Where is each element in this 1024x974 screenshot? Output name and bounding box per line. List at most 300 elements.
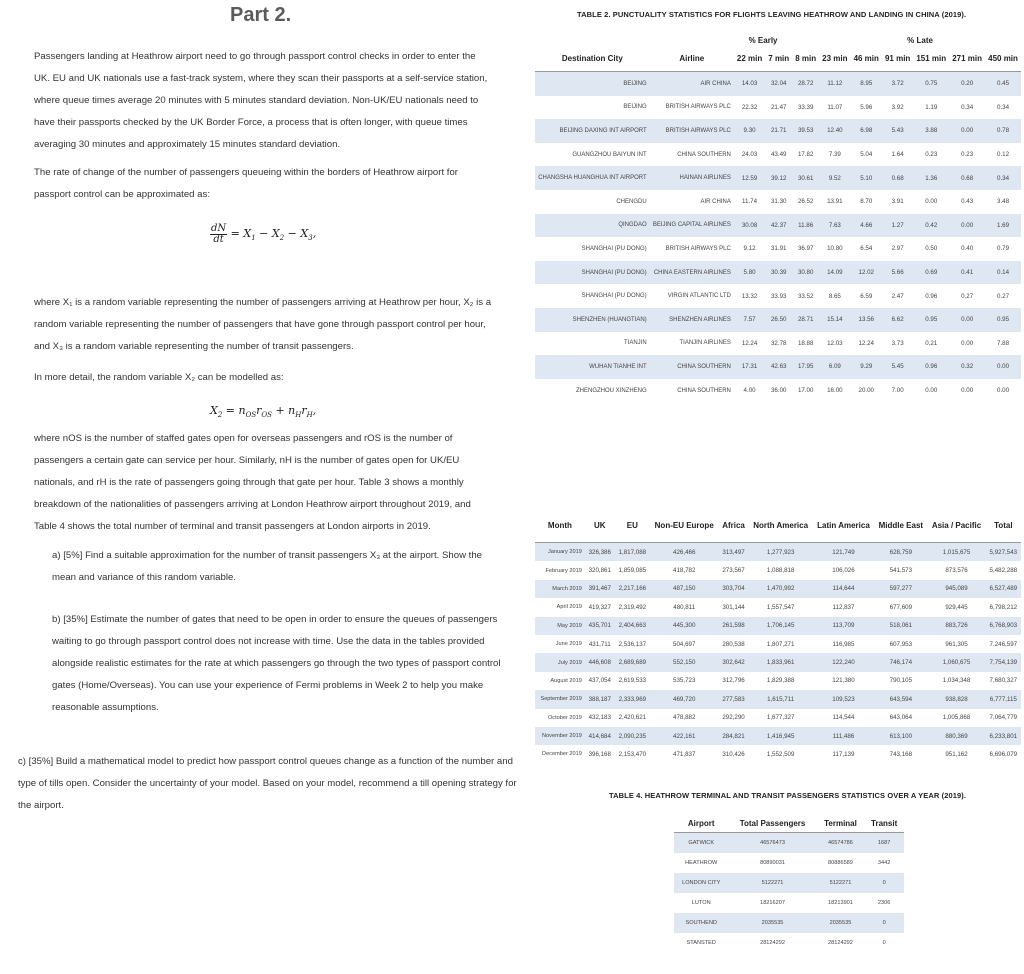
question-b bbox=[52, 609, 518, 719]
table-cell: 504,697 bbox=[673, 640, 696, 648]
table-cell: September 2019 bbox=[535, 690, 585, 708]
table-cell: 1,088,818 bbox=[766, 567, 795, 575]
table-cell: 0.96 bbox=[913, 355, 949, 379]
table-cell: 873,576 bbox=[945, 567, 968, 575]
table-cell: 43.49 bbox=[770, 151, 787, 159]
table-cell: 80890031 bbox=[760, 860, 785, 866]
table-cell: 607,953 bbox=[889, 640, 913, 648]
table-cell: 1,416,945 bbox=[749, 727, 813, 745]
table-cell: 1,833,961 bbox=[749, 653, 813, 671]
table-cell: CHINA SOUTHERN bbox=[650, 355, 734, 379]
table-cell: 31.30 bbox=[770, 198, 787, 206]
table-cell: 3.92 bbox=[891, 103, 904, 111]
table-row bbox=[535, 727, 1021, 745]
table-cell: 2.97 bbox=[891, 245, 904, 253]
table-cell: March 2019 bbox=[535, 580, 585, 598]
table-cell: 0.96 bbox=[925, 292, 938, 300]
table-cell: 280,538 bbox=[722, 640, 745, 648]
column-header: Latin America bbox=[817, 520, 870, 530]
table-cell: 446,608 bbox=[585, 653, 615, 671]
table-cell: 746,174 bbox=[874, 653, 927, 671]
table-cell: 0.23 bbox=[961, 151, 974, 159]
table-cell: 24.03 bbox=[741, 151, 758, 159]
table-cell: 9.12 bbox=[743, 245, 756, 253]
table-cell: GUANGZHOU BAIYUN INT bbox=[572, 151, 647, 158]
table-cell: 36.00 bbox=[770, 387, 787, 395]
column-header: 151 min bbox=[916, 53, 947, 63]
question-b-text: [35%] Estimate the number of gates that need to be open in order to ensure the queues of passengers waiting to go through passport control does not increase with time. Use the data in the tables provided alongside realistic estimates for the rate at which passengers go through the two types of passport control gates (Home/Overseas). You can use your experience of Fermi problems in Week 2 to help you make reasonable assumptions. bbox=[52, 614, 501, 713]
table-cell: 0.00 bbox=[949, 308, 985, 332]
table-cell: 3442 bbox=[877, 860, 891, 866]
table-cell: 1,817,088 bbox=[615, 543, 650, 562]
table-cell: 0.40 bbox=[961, 245, 974, 253]
table-cell: 28.71 bbox=[792, 308, 819, 332]
table-cell: 388,187 bbox=[585, 690, 615, 708]
table-cell: 790,105 bbox=[889, 677, 913, 685]
table-cell: 7.63 bbox=[819, 214, 850, 238]
table-cell: 0.75 bbox=[913, 72, 949, 96]
table-cell: 22.32 bbox=[741, 103, 758, 111]
table-cell: 1,677,327 bbox=[766, 714, 795, 722]
table-cell: 471,837 bbox=[673, 750, 696, 758]
table-cell: 121,749 bbox=[813, 543, 875, 562]
table-cell: 883,726 bbox=[927, 617, 985, 635]
column-header: 271 min bbox=[952, 53, 983, 63]
table-cell: 12.03 bbox=[827, 339, 843, 347]
table-cell: SHANGHAI (PU DONG) bbox=[535, 261, 650, 285]
column-header: Total Passengers bbox=[739, 818, 806, 828]
table-cell: CHANGSHA HUANGHUA INT AIRPORT bbox=[535, 166, 650, 190]
table-cell: 9.52 bbox=[819, 166, 850, 190]
transit-table bbox=[674, 814, 904, 953]
table-cell: 2,153,470 bbox=[618, 750, 647, 758]
variables-paragraph: where X₁ is a random variable representing the number of passengers arriving at Heathrow per hour, X₂ is a random variable representing the number of passengers that have gone through passport control per hour, and X₃ is a random variable representing the number of transit passengers. bbox=[34, 297, 492, 352]
table-cell: 541,573 bbox=[889, 567, 913, 575]
table-cell: 938,828 bbox=[927, 690, 985, 708]
table-cell: April 2019 bbox=[556, 604, 582, 611]
question-a-text: [5%] Find a suitable approximation for the number of transit passengers X₃ at the airport. Show the mean and variance of this random variable. bbox=[52, 550, 482, 583]
table-cell: 2,217,166 bbox=[615, 580, 650, 598]
table-cell: 0.21 bbox=[925, 339, 938, 347]
table-cell: 284,821 bbox=[718, 727, 748, 745]
table-cell: 0.00 bbox=[925, 198, 938, 206]
table-cell: 116,985 bbox=[832, 640, 855, 648]
table-cell: 0.00 bbox=[961, 387, 974, 395]
table-cell: 3.72 bbox=[882, 72, 913, 96]
table-cell: 2,319,492 bbox=[618, 603, 647, 611]
table-cell: VIRGIN ATLANTIC LTD bbox=[667, 293, 731, 300]
table-cell: 122,240 bbox=[813, 653, 875, 671]
table-cell: 396,168 bbox=[588, 750, 611, 758]
table-cell: 303,704 bbox=[718, 580, 748, 598]
table-cell: 2,333,969 bbox=[615, 690, 650, 708]
late-group-header: % Late bbox=[907, 36, 933, 45]
table-cell: 0.14 bbox=[985, 261, 1021, 285]
table-cell: 6.59 bbox=[860, 292, 873, 300]
table-row bbox=[535, 617, 1021, 635]
table-row bbox=[674, 853, 904, 873]
table-cell: 1,552,509 bbox=[766, 750, 795, 758]
table-cell: 32.78 bbox=[770, 339, 787, 347]
table-cell: 30.80 bbox=[792, 261, 819, 285]
table-cell: 301,144 bbox=[722, 603, 745, 611]
table-cell: 422,161 bbox=[650, 727, 719, 745]
column-header: 46 min bbox=[853, 53, 879, 63]
x2-equation: $X_2 = n_{OS}r_{OS} + n_Hr_H$, bbox=[210, 404, 317, 420]
table-cell: 21.47 bbox=[770, 103, 787, 111]
table-cell: 7.39 bbox=[828, 151, 841, 159]
table-cell: 36.97 bbox=[797, 245, 814, 253]
table-cell: GATWICK bbox=[674, 833, 728, 854]
table-cell: 0.00 bbox=[949, 119, 985, 143]
table-cell: 46574786 bbox=[817, 833, 865, 854]
table-row bbox=[535, 166, 1021, 190]
table-cell: October 2019 bbox=[547, 714, 582, 721]
table-cell: TIANJIN AIRLINES bbox=[679, 340, 731, 347]
table-cell: 0.78 bbox=[985, 119, 1021, 143]
table-cell: 1.69 bbox=[985, 214, 1021, 238]
table-cell: May 2019 bbox=[535, 617, 585, 635]
column-header: 8 min bbox=[795, 53, 817, 63]
table-cell: 469,720 bbox=[650, 690, 719, 708]
table-cell: 0.41 bbox=[949, 261, 985, 285]
table-cell: 33.52 bbox=[797, 292, 814, 300]
column-header: Non-EU Europe bbox=[654, 520, 714, 530]
column-header: EU bbox=[626, 520, 638, 530]
table-cell: 2,090,235 bbox=[615, 727, 650, 745]
table-cell: 0.69 bbox=[913, 261, 949, 285]
early-group-header: % Early bbox=[748, 36, 778, 45]
table-cell: 0 bbox=[864, 913, 904, 933]
table-cell: 28.72 bbox=[792, 72, 819, 96]
table-cell: SHANGHAI (PU DONG) bbox=[581, 245, 647, 252]
table-cell: 7.00 bbox=[891, 387, 904, 395]
table-cell: 21.71 bbox=[765, 119, 792, 143]
table-cell: 3.91 bbox=[891, 198, 904, 206]
table-cell: 7,754,139 bbox=[986, 653, 1021, 671]
table-cell: 1,034,348 bbox=[942, 677, 971, 685]
table-cell: 117,139 bbox=[832, 750, 855, 758]
table-cell: 11.12 bbox=[819, 72, 850, 96]
table-cell: 3.48 bbox=[997, 198, 1010, 206]
table-cell: 17.31 bbox=[734, 355, 765, 379]
table-cell: 414,684 bbox=[585, 727, 615, 745]
table-cell: 0.27 bbox=[961, 292, 974, 300]
table-cell: August 2019 bbox=[550, 677, 582, 684]
table-cell: 478,882 bbox=[673, 714, 696, 722]
table-row bbox=[535, 237, 1021, 261]
table-cell: 326,386 bbox=[585, 543, 615, 562]
table-cell: 0.50 bbox=[925, 245, 938, 253]
question-b-label: b) bbox=[52, 614, 61, 625]
table-cell: 0.00 bbox=[997, 387, 1010, 395]
table-cell: 7,680,327 bbox=[989, 677, 1018, 685]
table-cell: 4.66 bbox=[851, 214, 882, 238]
table-cell: 677,609 bbox=[889, 603, 913, 611]
column-header: 7 min bbox=[768, 53, 790, 63]
table-cell: 8.70 bbox=[860, 198, 873, 206]
question-c-label: c) bbox=[18, 756, 26, 767]
table-cell: 9.29 bbox=[851, 355, 882, 379]
gates-paragraph: where nOS is the number of staffed gates open for overseas passengers and rOS is the number of passengers a certain gate can service per hour. Similarly, nH is the number of gates open for UK/EU nationals, and rH is the rate of passengers going through that gate per hour. Table 3 shows a monthly breakdown of the nationalities of passengers arriving at London Heathrow airport throughout 2019, and Table 4 shows the total number of terminal and transit passengers at London airports in 2019. bbox=[34, 433, 471, 532]
table-cell: 0.34 bbox=[997, 103, 1010, 111]
table-cell: CHINA EASTERN AIRLINES bbox=[650, 261, 734, 285]
table-row bbox=[535, 72, 1021, 96]
table-cell: 10.80 bbox=[827, 245, 843, 253]
table-cell: 109,523 bbox=[813, 690, 875, 708]
table-cell: 18213901 bbox=[828, 900, 853, 906]
table-cell: 114,644 bbox=[813, 580, 875, 598]
table-row bbox=[674, 873, 904, 893]
table-cell: 945,089 bbox=[927, 580, 985, 598]
table-cell: 0 bbox=[864, 873, 904, 893]
table-cell: 6,768,903 bbox=[986, 617, 1021, 635]
table-cell: 32.04 bbox=[765, 72, 792, 96]
table-row bbox=[535, 709, 1021, 727]
table-cell: 7.57 bbox=[734, 308, 765, 332]
table-cell: 1.27 bbox=[882, 214, 913, 238]
table-cell: BEIJING bbox=[535, 72, 650, 96]
rate-paragraph: The rate of change of the number of passengers queueing within the borders of Heathrow airport for passport control can be approximated as: bbox=[34, 167, 458, 200]
table-row bbox=[535, 745, 1021, 763]
table-cell: LONDON CITY bbox=[674, 873, 728, 893]
table-cell: 12.02 bbox=[851, 261, 882, 285]
table-cell: 292,290 bbox=[722, 714, 745, 722]
table-cell: January 2019 bbox=[535, 543, 585, 562]
table-cell: HEATHROW bbox=[685, 860, 718, 866]
table-cell: 0.34 bbox=[985, 166, 1021, 190]
table-cell: 0.32 bbox=[949, 355, 985, 379]
table-cell: CHENGDU bbox=[616, 198, 647, 205]
table-cell: CHINA SOUTHERN bbox=[677, 151, 731, 158]
table-row bbox=[535, 190, 1021, 214]
column-header: Total bbox=[994, 520, 1013, 530]
table-cell: 5,927,543 bbox=[986, 543, 1021, 562]
table-row bbox=[535, 332, 1021, 356]
table-cell: 961,305 bbox=[945, 640, 968, 648]
table-row bbox=[535, 308, 1021, 332]
table-cell: 2,689,689 bbox=[615, 653, 650, 671]
column-header: Middle East bbox=[878, 520, 924, 530]
table-cell: 929,445 bbox=[945, 603, 968, 611]
table-cell: BEIJING CAPITAL AIRLINES bbox=[650, 214, 734, 238]
table-row bbox=[535, 261, 1021, 285]
table-cell: 951,162 bbox=[945, 750, 968, 758]
table-cell: AIR CHINA bbox=[650, 72, 734, 96]
table-cell: 2,536,137 bbox=[618, 640, 647, 648]
table-cell: 39.53 bbox=[792, 119, 819, 143]
table-row bbox=[535, 379, 1021, 403]
table-cell: 880,369 bbox=[927, 727, 985, 745]
table-cell: HAINAN AIRLINES bbox=[650, 166, 734, 190]
table-cell: 1,829,388 bbox=[766, 677, 795, 685]
table-cell: 13.32 bbox=[741, 292, 758, 300]
table-cell: 8.95 bbox=[851, 72, 882, 96]
table-cell: 6.62 bbox=[882, 308, 913, 332]
table-cell: 613,100 bbox=[874, 727, 927, 745]
table-cell: December 2019 bbox=[542, 751, 582, 758]
table-cell: LUTON bbox=[691, 900, 711, 906]
table-cell: 5.45 bbox=[882, 355, 913, 379]
table-cell: WUHAN TIANHE INT bbox=[535, 355, 650, 379]
table-cell: November 2019 bbox=[535, 727, 585, 745]
table-cell: 20.00 bbox=[858, 387, 874, 395]
table-cell: 6.98 bbox=[851, 119, 882, 143]
table-row bbox=[674, 933, 904, 953]
table-cell: 46576473 bbox=[728, 833, 816, 854]
table-cell: 11.74 bbox=[742, 198, 758, 206]
table-cell: 0.27 bbox=[997, 292, 1010, 300]
table-cell: 30.61 bbox=[792, 166, 819, 190]
table-row bbox=[535, 355, 1021, 379]
table-cell: 518,061 bbox=[874, 617, 927, 635]
table-cell: 0.00 bbox=[949, 214, 985, 238]
table-cell: STANSTED bbox=[686, 940, 716, 946]
table-cell: 1,706,145 bbox=[749, 617, 813, 635]
table-row bbox=[535, 284, 1021, 308]
table-cell: 0.95 bbox=[985, 308, 1021, 332]
table-cell: SOUTHEND bbox=[674, 913, 728, 933]
intro-paragraph: Passengers landing at Heathrow airport need to go through passport control checks in order to enter the UK. EU and UK nationals use a fast-track system, where they scan their passports at a self-service station, where queue times average 20 minutes with 5 minutes standard deviation. Non-UK/EU nationals need to have their passports checked by the UK Border Force, a process that is often longer, with queue times averaging 30 minutes and approximately 15 minutes standard deviation. bbox=[34, 51, 488, 150]
table-cell: 5122271 bbox=[728, 873, 816, 893]
dn-dt-equation: $\frac{dN}{dt}$ = $X_1 - X_2 - X_3$, bbox=[211, 223, 317, 245]
table-cell: 5.04 bbox=[860, 151, 873, 159]
table-row bbox=[535, 580, 1021, 598]
table-cell: 16.00 bbox=[827, 387, 843, 395]
table-row bbox=[535, 672, 1021, 690]
table-cell: 28124292 bbox=[828, 940, 853, 946]
table-cell: BRITISH AIRWAYS PLC bbox=[665, 104, 731, 111]
column-header: 22 min bbox=[736, 53, 763, 63]
table-cell: BRITISH AIRWAYS PLC bbox=[665, 245, 731, 252]
table-cell: 3.73 bbox=[891, 339, 904, 347]
table-cell: 0.20 bbox=[949, 72, 985, 96]
table-cell: QINGDAO bbox=[535, 214, 650, 238]
column-header: 91 min bbox=[884, 53, 911, 63]
table-cell: 1,015,675 bbox=[927, 543, 985, 562]
table-cell: 2,404,663 bbox=[615, 617, 650, 635]
table4-title: TABLE 4. HEATHROW TERMINAL AND TRANSIT PASSENGERS STATISTICS OVER A YEAR (2019). bbox=[609, 791, 967, 800]
table-cell: 6,777,115 bbox=[986, 690, 1021, 708]
table-cell: 2.47 bbox=[891, 292, 904, 300]
column-header: Asia / Pacific bbox=[931, 520, 982, 530]
column-header: UK bbox=[593, 520, 606, 530]
table-cell: 1.36 bbox=[913, 166, 949, 190]
table-cell: 5122271 bbox=[817, 873, 865, 893]
question-a bbox=[52, 545, 492, 589]
table-cell: 6,527,489 bbox=[986, 580, 1021, 598]
table-cell: 3.88 bbox=[913, 119, 949, 143]
table-cell: 106,026 bbox=[832, 567, 855, 575]
table-cell: 487,150 bbox=[650, 580, 719, 598]
table-cell: BEIJING DAXING INT AIRPORT bbox=[535, 119, 650, 143]
table-cell: 114,544 bbox=[832, 714, 855, 722]
table-cell: 277,583 bbox=[718, 690, 748, 708]
table-cell: 261,598 bbox=[718, 617, 748, 635]
table-cell: 39.12 bbox=[765, 166, 792, 190]
column-header: Airline bbox=[679, 53, 705, 63]
table-cell: 6,233,801 bbox=[986, 727, 1021, 745]
part-title: Part 2. bbox=[230, 4, 292, 26]
table-cell: 113,709 bbox=[813, 617, 875, 635]
table-cell: 0.00 bbox=[925, 387, 938, 395]
table-cell: 11.86 bbox=[792, 214, 819, 238]
table-cell: 1,470,992 bbox=[749, 580, 813, 598]
table-cell: February 2019 bbox=[545, 567, 582, 574]
table-cell: 2,619,533 bbox=[618, 677, 647, 685]
table-cell: SHENZHEN AIRLINES bbox=[650, 308, 734, 332]
table-cell: 1,005,868 bbox=[942, 714, 971, 722]
table-cell: 5.96 bbox=[860, 103, 873, 111]
table-cell: 2,420,621 bbox=[618, 714, 647, 722]
table-cell: 111,486 bbox=[813, 727, 875, 745]
table-cell: 426,466 bbox=[650, 543, 719, 562]
table-cell: 0.43 bbox=[961, 198, 974, 206]
question-c bbox=[18, 751, 520, 817]
table-row bbox=[674, 893, 904, 913]
table-cell: 310,426 bbox=[722, 750, 745, 758]
table-cell: 12.59 bbox=[734, 166, 765, 190]
table-cell: 18.88 bbox=[797, 339, 814, 347]
table-cell: 30.39 bbox=[765, 261, 792, 285]
nationality-table bbox=[535, 508, 1021, 764]
table-cell: 480,811 bbox=[673, 603, 696, 611]
table-cell: 312,796 bbox=[722, 677, 745, 685]
table-cell: 5.80 bbox=[734, 261, 765, 285]
table-cell: 7.88 bbox=[997, 339, 1010, 347]
punctuality-table bbox=[535, 36, 1021, 402]
table-row bbox=[535, 96, 1021, 120]
table-cell: 643,594 bbox=[874, 690, 927, 708]
table-cell: ZHENGZHOU XINZHENG bbox=[576, 387, 647, 394]
table-cell: 0.00 bbox=[961, 339, 974, 347]
table-row bbox=[535, 119, 1021, 143]
table-cell: 552,150 bbox=[650, 653, 719, 671]
table-cell: 302,642 bbox=[718, 653, 748, 671]
table-cell: 14.03 bbox=[734, 72, 765, 96]
table-cell: 628,759 bbox=[874, 543, 927, 562]
table-cell: 11.07 bbox=[827, 103, 843, 111]
table-cell: 1,859,085 bbox=[618, 567, 647, 575]
table-row bbox=[535, 635, 1021, 653]
table-cell: 320,861 bbox=[588, 567, 611, 575]
table-cell: 437,054 bbox=[588, 677, 611, 685]
table-cell: 0.12 bbox=[997, 151, 1010, 159]
table-cell: 743,168 bbox=[889, 750, 913, 758]
table-cell: 597,277 bbox=[874, 580, 927, 598]
table-cell: 0.34 bbox=[961, 103, 974, 111]
table-cell: 273,567 bbox=[722, 567, 745, 575]
table-cell: 535,723 bbox=[673, 677, 696, 685]
table-cell: 0.79 bbox=[997, 245, 1010, 253]
table-cell: 1,557,547 bbox=[766, 603, 795, 611]
table-cell: 15.14 bbox=[819, 308, 850, 332]
table-cell: 419,327 bbox=[588, 603, 611, 611]
column-header: Month bbox=[547, 520, 572, 530]
table-cell: 9.30 bbox=[734, 119, 765, 143]
column-header: Airport bbox=[687, 818, 715, 828]
table-row bbox=[535, 598, 1021, 616]
table-cell: 12.40 bbox=[819, 119, 850, 143]
table-cell: 17.82 bbox=[797, 151, 814, 159]
table-cell: 17.00 bbox=[797, 387, 814, 395]
table-row bbox=[674, 913, 904, 933]
table-cell: 18216207 bbox=[760, 900, 785, 906]
table-cell: 1,277,923 bbox=[749, 543, 813, 562]
question-a-label: a) bbox=[52, 550, 61, 561]
table-cell: 445,300 bbox=[650, 617, 719, 635]
table-cell: 1687 bbox=[864, 833, 904, 854]
